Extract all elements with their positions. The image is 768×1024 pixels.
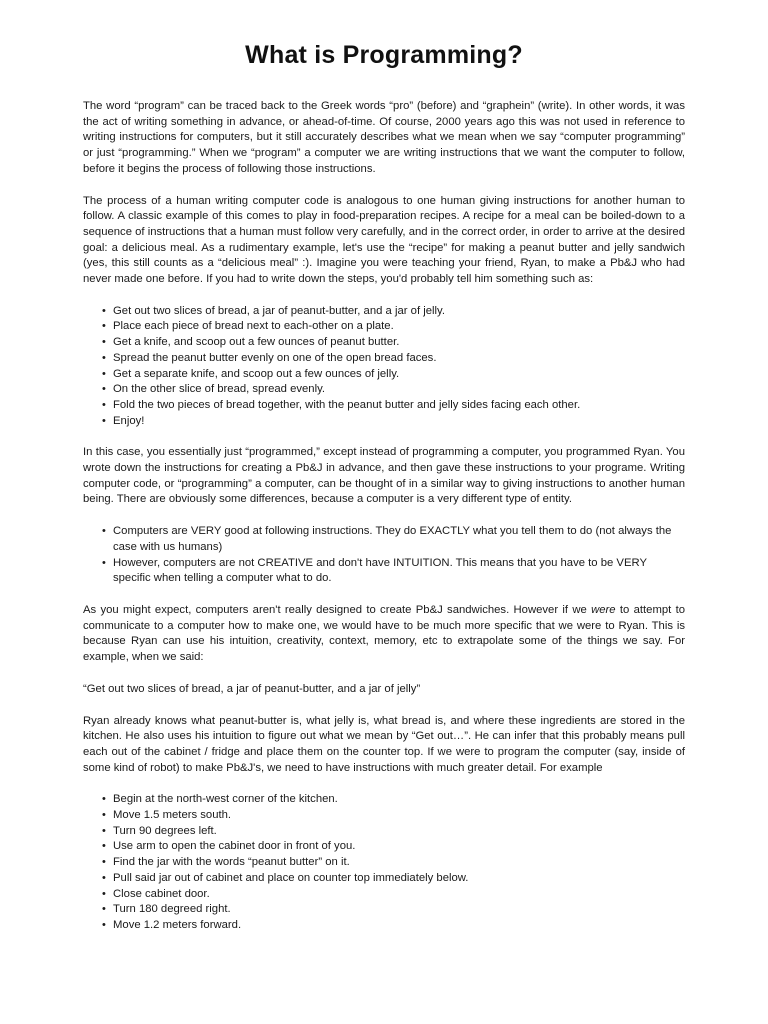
list-item: • Computers are VERY good at following instructions. They do EXACTLY what you tell them to do (not always the case with us humans) — [102, 525, 672, 553]
list-item: • Get a separate knife, and scoop out a few ounces of jelly. — [113, 367, 685, 383]
list-item: • Move 1.2 meters forward. — [113, 918, 685, 934]
list-item: • Spread the peanut butter evenly on one of the open bread faces. — [113, 351, 685, 367]
bullet-icon: • — [102, 398, 106, 411]
bullet-icon: • — [102, 903, 106, 916]
bullet-icon: • — [102, 336, 106, 349]
list-item: • Use arm to open the cabinet door in front of you. — [113, 839, 685, 855]
bullet-icon: • — [102, 351, 106, 364]
bullet-icon: • — [102, 809, 106, 822]
list-item: • Turn 180 degreed right. — [113, 902, 685, 918]
quote-example: “Get out two slices of bread, a jar of peanut-butter, and a jar of jelly” — [83, 682, 421, 695]
list-item: • Find the jar with the words “peanut butter” on it. — [113, 855, 685, 871]
bullet-icon: • — [102, 525, 106, 538]
robot-steps-list — [83, 792, 685, 933]
list-item: • Turn 90 degrees left. — [113, 824, 685, 840]
bullet-icon: • — [102, 556, 106, 569]
paragraph-programmed-ryan: In this case, you essentially just “programmed,” except instead of programming a computer, you programmed Ryan. You wrote down the instructions for creating a Pb&J in advance, and then gave these instructions to your programe. Writing computer code, or “programming” a computer, can be thought of in a similar way to giving instructions to another human being. There are obviously some differences, because a computer is a very different type of entity. — [83, 446, 685, 506]
list-item: • Get a knife, and scoop out a few ounces of peanut butter. — [113, 335, 685, 351]
list-item: • On the other slice of bread, spread evenly. — [113, 382, 685, 398]
bullet-icon: • — [102, 383, 106, 396]
list-item: • Move 1.5 meters south. — [113, 808, 685, 824]
list-item: • However, computers are not CREATIVE and don't have INTUITION. This means that you have to be VERY specific when telling a computer what to do. — [102, 556, 647, 585]
bullet-icon: • — [102, 304, 106, 317]
bullet-icon: • — [102, 414, 106, 427]
paragraph-intro: The word “program” can be traced back to the Greek words “pro” (before) and “graphein” (write). In other words, it was the act of writing something in advance, or ahead-of-time. Of course, 2000 years ago this was not used in reference to writing instructions for computers, but it still accurately describes what we mean when we say “computer programming” or just “programming.” When we “program” a computer we are writing instructions that we want the computer to follow, before it begins the process of following those instructions. — [83, 100, 685, 175]
bullet-icon: • — [102, 871, 106, 884]
paragraph-computer-specificity: As you might expect, computers aren't really designed to create Pb&J sandwiches. However if we were to attempt to communicate to a computer how to make one, we would have to be much more specific that we were to Ryan. This is because Ryan can use his intuition, creativity, context, memory, etc to extrapolate some of the things we say. For example, when we said: — [83, 603, 686, 664]
emphasis-were: were — [591, 603, 616, 616]
list-item: • Place each piece of bread next to each-other on a plate. — [113, 319, 685, 335]
bullet-icon: • — [102, 887, 106, 900]
list-item: • Begin at the north-west corner of the kitchen. — [113, 792, 685, 808]
bullet-icon: • — [102, 856, 106, 869]
page-title: What is Programming? — [245, 41, 523, 69]
document-page — [83, 0, 685, 934]
bullet-icon: • — [102, 824, 106, 837]
paragraph-recipe-analogy: The process of a human writing computer code is analogous to one human giving instructions for another human to follow. A classic example of this comes to play in food-preparation recipes. A recipe for a meal can be boiled-down to a sequence of instructions that a human must follow very carefully, and in the correct order, in order to arrive at the desired goal: a delicious meal. As a rudimentary example, let's use the “recipe” for making a peanut butter and jelly sandwich (yes, this still counts as a “delicious meal” :). Imagine you were teaching your friend, Ryan, to make a Pb&J who had never made one before. If you had to write down the steps, you'd probably tell him something such as: — [83, 194, 685, 286]
list-item: • Get out two slices of bread, a jar of peanut-butter, and a jar of jelly. — [113, 304, 685, 320]
bullet-icon: • — [102, 840, 106, 853]
bullet-icon: • — [102, 918, 106, 931]
list-item: • Close cabinet door. — [113, 887, 685, 903]
bullet-icon: • — [102, 367, 106, 380]
list-item: • Enjoy! — [113, 414, 685, 430]
bullet-icon: • — [102, 320, 106, 333]
computer-differences-list — [83, 524, 685, 587]
paragraph-ryan-knowledge: Ryan already knows what peanut-butter is, what jelly is, what bread is, and where these ingredients are stored in the kitchen. He also uses his intuition to figure out what we mean by “Get out…”. He can infer that this probably means pull each out of the cabinet / fridge and place them on the counter top. If we were to program the computer (say, inside of some kind of robot) to make Pb&J's, we need to have instructions with much greater detail. For example — [83, 714, 685, 774]
list-item: • Fold the two pieces of bread together, with the peanut butter and jelly sides facing each other. — [113, 398, 685, 414]
bullet-icon: • — [102, 793, 106, 806]
pbj-steps-list — [83, 304, 685, 430]
list-item: • Pull said jar out of cabinet and place on counter top immediately below. — [113, 871, 685, 887]
